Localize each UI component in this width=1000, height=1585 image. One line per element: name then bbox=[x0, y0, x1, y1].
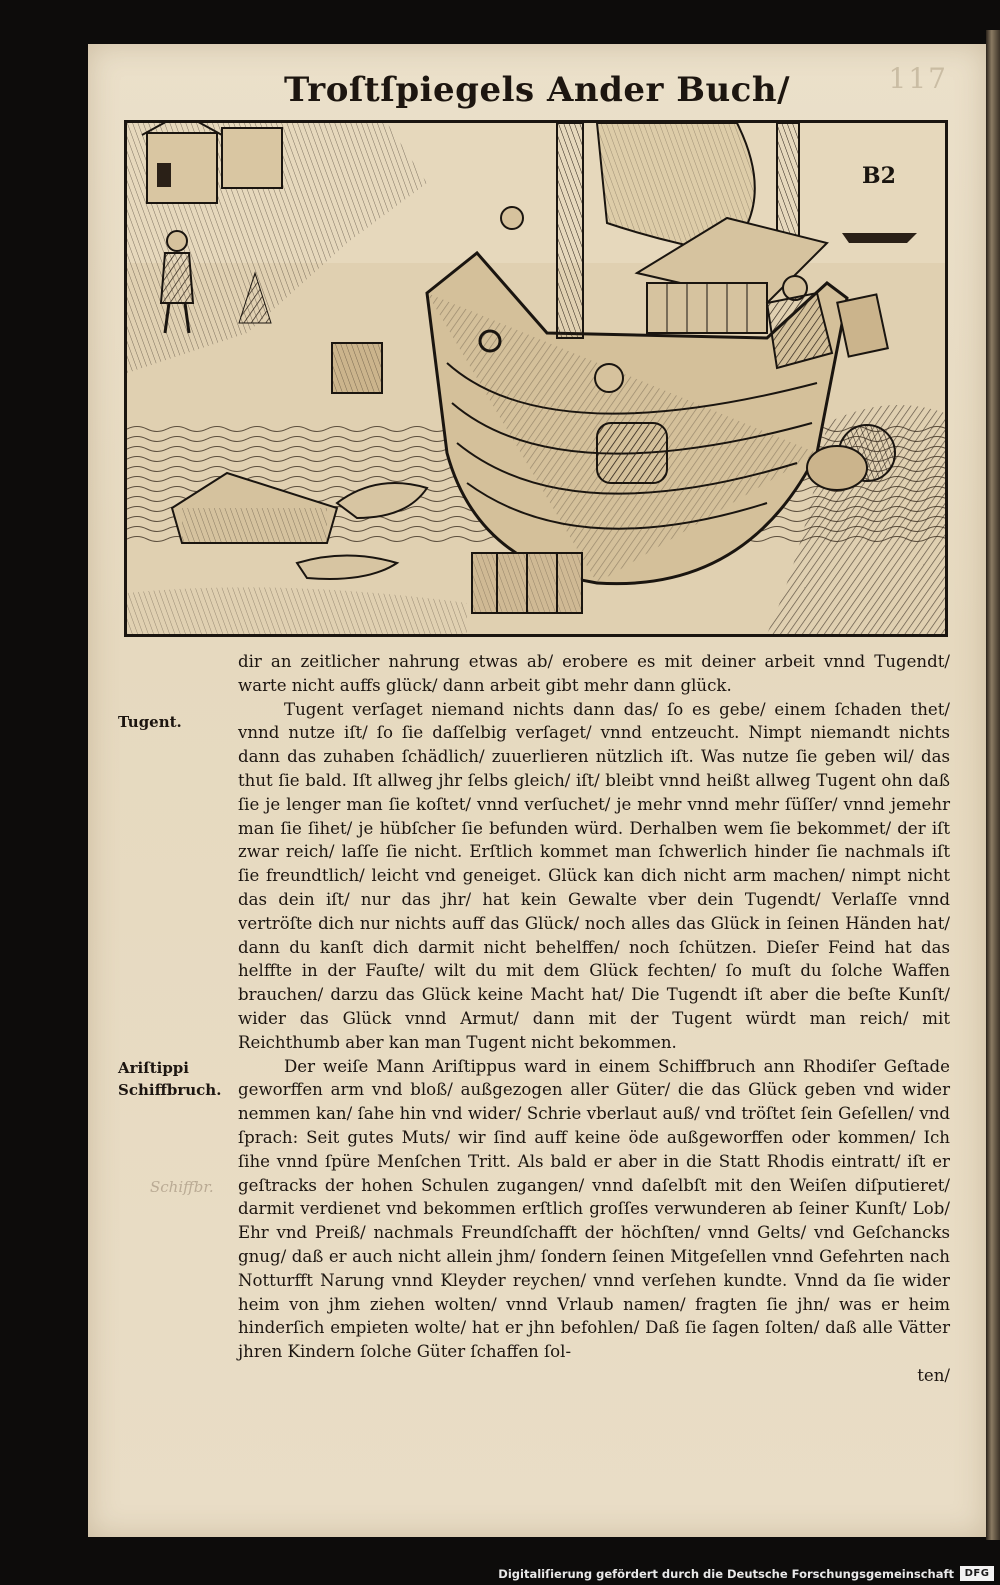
paragraph-1: dir an zeitlicher nahrung etwas ab/ erobere es mit deiner arbeit vnnd Tugendt/ warte nicht auffs glück/ dann arbeit gibt mehr dann glück. bbox=[238, 652, 950, 695]
digitization-credit: Digitaliſierung gefördert durch die Deutsche Forschungsgemeinschaft bbox=[498, 1567, 954, 1581]
margin-ghost-text: Schiffbr. bbox=[150, 1178, 214, 1196]
paragraph-3: Der weiſe Mann Ariſtippus ward in einem Schiffbruch ann Rhodiſer Geſtade geworffen arm vnd bloß/ außgezogen aller Güter/ die das Glück geben vnd wider nemmen kan/ ſahe hin vnd wider/ Schrie vberlaut auß/ vnd tröſtet ſein Geſellen/ vnd ſprach: Seit gutes Muts/ wir ſind auff keine öde außgeworffen oder kommen/ Ich ſihe vnnd ſpüre Menſchen Tritt. Als bald er aber in die Statt Rhodis eintratt/ iſt er geſtracks der hohen Schulen zugangen/ vnnd daſelbſt mit den Weiſen diſputieret/ darmit verdienet vnd bekommen erſtlich groſſes verwunderen ab ſeiner Kunſt/ Lob/ Ehr vnd Preiß/ nachmals Freundſchafft der höchſten/ vnnd Gelts/ vnd Geſchancks gnug/ daß er auch nicht allein jhm/ ſondern ſeinen Mitgeſellen vnnd Gefehrten nach Notturfft Narung vnnd Kleyder reychen/ vnnd verſehen kundte. Vnnd da ſie wider heim von jhm ziehen wolten/ vnnd Vrlaub namen/ fragten ſie jhn/ was er heim hinderſich empieten wolte/ hat er jhn befohlen/ Daß ſie ſagen ſolten/ daß alle Vätter jhren Kindern ſolche Güter ſchaffen ſol- bbox=[238, 1056, 950, 1362]
body-text bbox=[238, 650, 950, 1388]
book-page bbox=[88, 44, 986, 1537]
book-fore-edge bbox=[986, 30, 1000, 1540]
woodcut-illustration bbox=[124, 120, 948, 637]
margin-note-tugent: Tugent. bbox=[118, 713, 182, 731]
ghost-folio: 117 bbox=[888, 62, 948, 95]
margin-note-aristippi: Ariſtippi bbox=[118, 1059, 189, 1077]
paragraph-2: Tugent verſaget niemand nichts dann das/ ſo es gebe/ einem ſchaden thet/ vnnd nutze iſt/ ſo ſie daſſelbig verſaget/ vnnd entzeucht. Nimpt niemandt nichts dann das zuhaben ſchädlich/ zuuerlieren nützlich iſt. Was nutze ſie geben wil/ das thut ſie bald. Iſt allweg jhr ſelbs gleich/ iſt/ bleibt vnnd heißt allweg Tugent ohn daß ſie je lenger man ſie koſtet/ vnnd verſuchet/ je mehr vnnd mehr ſüſſer/ vnnd jemehr man ſie ſihet/ je hübſcher ſie befunden würd. Derhalben wem ſie bekommet/ der iſt zwar reich/ laſſe ſie nicht. Erſtlich kommet man ſchwerlich hinder ſie nachmals iſt ſie freundtlich/ leicht vnd geneiget. Glück kan dich nicht arm machen/ nimpt nicht das dein iſt/ nur das jhr/ hat kein Gewalte vber dein Tugendt/ Verlaſſe vnnd vertröſte dich nur nichts auff das Glück/ noch alles das Glück in ſeinen Händen hat/ dann du kanſt dich darmit nicht behelffen/ noch ſchützen. Dieſer Feind hat das helffte in der Fauſte/ wilt du mit dem Glück fechten/ ſo muſt du ſolche Waffen brauchen/ darzu das Glück keine Macht hat/ Die Tugendt iſt aber die beſte Kunſt/ wider das Glück vnnd Armut/ dann mit der Tugent würdt man reich/ mit Reichthumb aber kan man Tugent nicht bekommen. bbox=[238, 699, 950, 1052]
running-title: Troſtſpiegels Ander Buch/ bbox=[283, 70, 791, 110]
woodcut-monogram: B2 bbox=[862, 163, 896, 189]
shipwreck-woodcut-image bbox=[127, 123, 945, 634]
margin-note-schiffbruch: Schiffbruch. bbox=[118, 1081, 222, 1099]
dfg-logo: DFG bbox=[960, 1566, 994, 1581]
catchword: ten/ bbox=[917, 1365, 950, 1385]
